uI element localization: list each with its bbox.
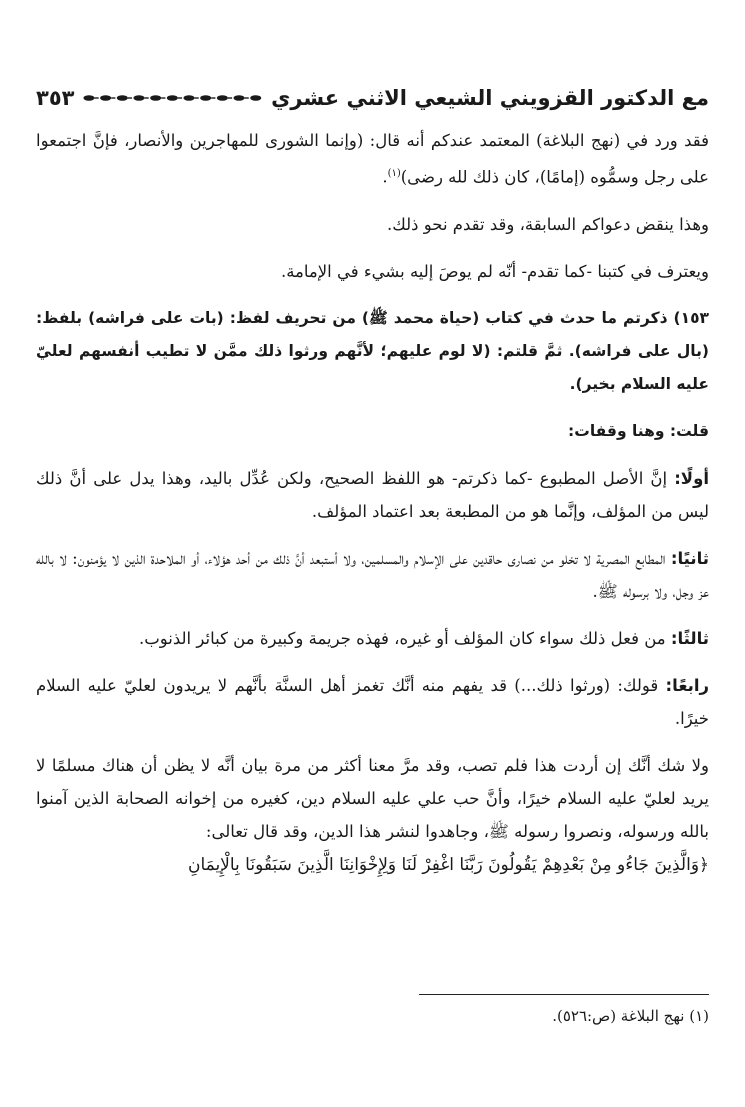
paragraph-second	[36, 542, 709, 608]
third-text: من فعل ذلك سواء كان المؤلف أو غيره، فهذه جريمة وكبيرة من كبائر الذنوب.	[138, 628, 671, 648]
quran-verse: ﴿وَالَّذِينَ جَاءُو مِنْ بَعْدِهِمْ يَقُولُونَ رَبَّنَا اغْفِرْ لَنَا وَلِإِخْوَانِنَا الَّذِينَ سَبَقُونَا بِالْإِيمَانِ	[187, 854, 709, 875]
page-number: ٣٥٣	[36, 86, 75, 110]
second-text: المطابع المصرية لا تخلو من نصارى حاقدين على الإسلام والمسلمين، ولا أستبعد أنَّ ذلك من أحد هؤلاء، أو الملاحدة الذين لا يؤمنون: لا بالله عز وجل، ولا برسوله ﷺ.	[36, 548, 709, 601]
running-title: مع الدكتور القزويني الشيعي الاثني عشري	[271, 86, 709, 110]
fourth-lead: رابعًا:	[665, 675, 709, 695]
first-lead: أولًا:	[674, 468, 709, 488]
footnote-divider	[419, 994, 709, 995]
paragraph-remarks-heading: قلت: وهنا وقفات:	[568, 421, 709, 440]
ornament-divider	[82, 88, 263, 108]
footnote: (١) نهج البلاغة (ص:٥٢٦).	[552, 1007, 709, 1025]
second-lead: ثانيًا:	[670, 548, 709, 568]
third-lead: ثالثًا:	[670, 628, 709, 648]
ornament-divider-icon	[82, 89, 263, 107]
fourth-text: قولك: (ورثوا ذلك...) قد يفهم منه أنَّك تغمز أهل السنَّة بأنَّهم لا يريدون لعليّ عليه السلام خيرًا.	[36, 675, 709, 728]
paragraph-end-mark: .	[382, 167, 388, 187]
paragraph-contradiction: وهذا ينقض دعواكم السابقة، وقد تقدم نحو ذلك.	[387, 214, 709, 234]
page-header	[36, 78, 709, 118]
paragraph-question-153: ١٥٣) ذكرتم ما حدث في كتاب (حياة محمد ﷺ) من تحريف لفظ: (بات على فراشه) بلفظ: (بال على فراشه). ثمَّ قلتم: (لا لوم عليهم؛ لأنَّهم ورثوا ذلك ممَّن لا تطيب أنفسهم لعليّ عليه السلام بخير).	[36, 308, 709, 393]
paragraph-fourth	[36, 669, 709, 735]
paragraph-first	[36, 462, 709, 528]
paragraph-admission: ويعترف في كتبنا -كما تقدم- أنّه لم يوصَ إليه بشيء في الإمامة.	[280, 261, 709, 281]
paragraph-nahj-quote	[36, 124, 709, 194]
paragraph-nahj-quote-text: فقد ورد في (نهج البلاغة) المعتمد عندكم أنه قال: (وإنما الشورى للمهاجرين والأنصار، فإنَّ اجتمعوا على رجل وسمُّوه (إمامًا)، كان ذلك لله رضى)	[36, 131, 709, 187]
first-text: إنَّ الأصل المطبوع -كما ذكرتم- هو اللفظ الصحيح، ولكن عُدِّل باليد، وهذا يدل على أنَّ ذلك ليس من المؤلف، وإنَّما هو من المطبعة بعد اعتماد المؤلف.	[36, 468, 709, 521]
paragraph-third	[36, 622, 709, 655]
paragraph-conclusion: ولا شك أنَّك إن أردت هذا فلم تصب، وقد مرَّ معنا أكثر من مرة بيان أنَّه لا يظن أن هناك مسلمًا لا يريد لعليّ عليه السلام خيرًا، وأنَّ حب علي عليه السلام دين، كغيره من إخوانه الصحابة الذين آمنوا بالله ورسوله، ونصروا رسوله ﷺ، وجاهدوا لنشر هذا الدين، وقد قال تعالى:	[36, 755, 709, 841]
footnote-marker: (١)	[387, 168, 401, 179]
